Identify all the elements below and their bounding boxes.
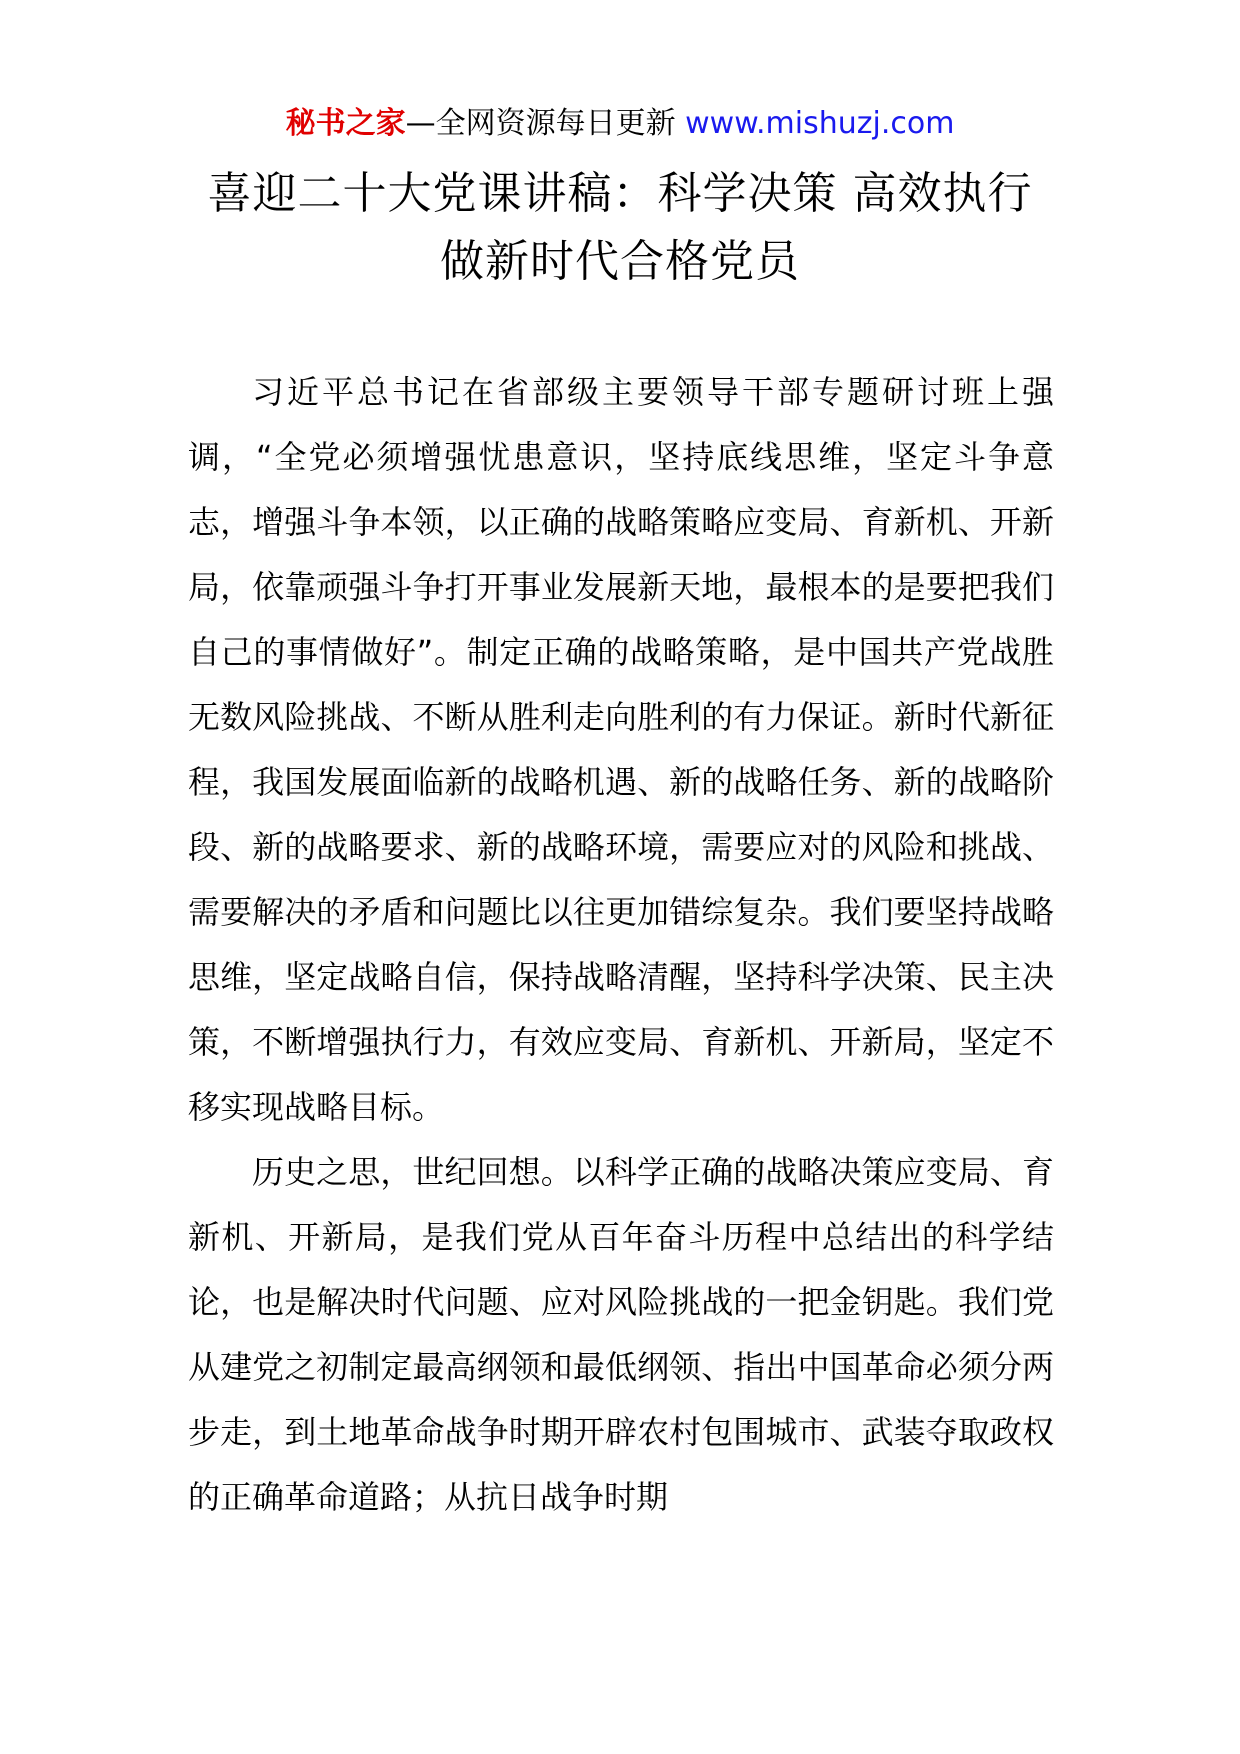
paragraph-2: 历史之思，世纪回想。以科学正确的战略决策应变局、育新机、开新局，是我们党从百年奋斗历程中总结出的科学结论，也是解决时代问题、应对风险挑战的一把金钥匙。我们党从建党之初制定最高纲领和最低纲领、指出中国革命必须分两步走，到土地革命战争时期开辟农村包围城市、武装夺取政权的正确革命道路；从抗日战争时期	[188, 1153, 1054, 1516]
paragraph-1: 习近平总书记在省部级主要领导干部专题研讨班上强调，“全党必须增强忧患意识，坚持底线思维，坚定斗争意志，增强斗争本领，以正确的战略策略应变局、育新机、开新局，依靠顽强斗争打开事业发展新天地，最根本的是要把我们自己的事情做好”。制定正确的战略策略，是中国共产党战胜无数风险挑战、不断从胜利走向胜利的有力保证。新时代新征程，我国发展面临新的战略机遇、新的战略任务、新的战略阶段、新的战略要求、新的战略环境，需要应对的风险和挑战、需要解决的矛盾和问题比以往更加错综复杂。我们要坚持战略思维，坚定战略自信，保持战略清醒，坚持科学决策、民主决策，不断增强执行力，有效应变局、育新机、开新局，坚定不移实现战略目标。	[188, 373, 1054, 1126]
title-line-1: 喜迎二十大党课讲稿：科学决策 高效执行	[207, 168, 1033, 219]
title-line-2: 做新时代合格党员	[440, 236, 800, 287]
document-body	[188, 360, 1054, 1530]
brand-name: 秘书之家	[285, 106, 406, 141]
website-link[interactable]: www.mishuzj.com	[685, 106, 955, 141]
watermark-header	[0, 102, 1240, 146]
document-title	[150, 160, 1090, 296]
header-tagline: —全网资源每日更新	[405, 106, 686, 141]
